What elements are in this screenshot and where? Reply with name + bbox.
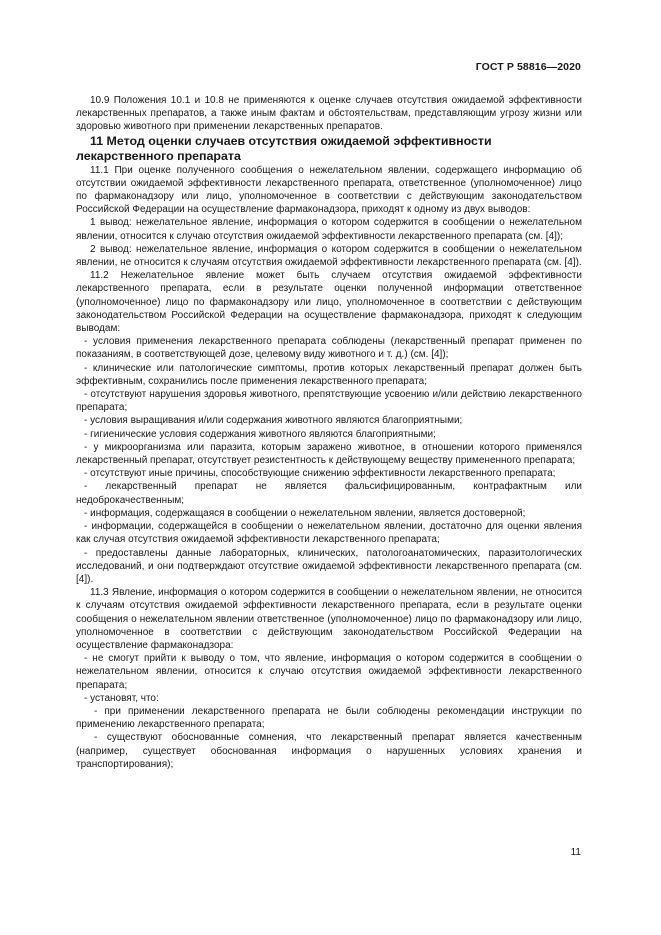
list-item: - гигиенические условия содержания животного являются благоприятными; xyxy=(84,428,436,440)
list-item: - отсутствуют иные причины, способствующие снижению эффективности лекарственного препарата; xyxy=(84,468,556,480)
document-header: ГОСТ Р 58816—2020 xyxy=(475,61,581,73)
sublist-item: - существуют обоснованные сомнения, что лекарственный препарат является качественным (например, существует обоснованная информация о нарушенных условиях хранения и транспортирования); xyxy=(76,732,582,770)
list-item: - информации, содержащейся в сообщении о нежелательном явлении, достаточно для оценки явления как случая отсутствия ожидаемой эффективности лекарственного препарата; xyxy=(76,521,582,546)
list-item: - у микроорганизма или паразита, которым заражено животное, в отношении которого применялся лекарственный препарат, отсутствует резистентность к действующему веществу примененного препарата; xyxy=(76,441,582,467)
conclusion-1: 1 вывод: нежелательное явление, информация о котором содержится в сообщении о нежелательном явлении, относится к случаю отсутствия ожидаемой эффективности лекарственного препарата (см. [4]); xyxy=(76,217,582,242)
list-item: - предоставлены данные лабораторных, клинических, патологоанатомических, паразитологических исследований, и они подтверждают отсутствие ожидаемой эффективности лекарственного препарата (см. [4]). xyxy=(76,547,582,585)
list-item: - информация, содержащаяся в сообщении о нежелательном явлении, является достоверной; xyxy=(84,507,526,519)
list-item: - клинические или патологические симптомы, против которых лекарственный препарат должен быть эффективным, сохранились после применения лекарственного препарата; xyxy=(76,362,582,387)
paragraph-10-9: 10.9 Положения 10.1 и 10.8 не применяются к оценке случаев отсутствия ожидаемой эффективности лекарственных препаратов, а также иным фактам и обстоятельствам, представляющим угрозу жизни или здоровью животного при применении лекарственных препаратов. xyxy=(76,95,582,133)
list-item: - установят, что: xyxy=(84,692,159,704)
list-item: - условия применения лекарственного препарата соблюдены (лекарственный препарат применен по показаниям, в соответствующей дозе, целевому виду животного и т. д.) (см. [4]); xyxy=(76,336,582,361)
paragraph-11-3: 11.3 Явление, информация о котором содержится в сообщении о нежелательном явлении, не относится к случаям отсутствия ожидаемой эффективности лекарственного препарата, если в результате оценки сообщения о нежелательном явлении ответственное (уполномоченное) лицо по фармаконадзору или лицо, уполномоченное в соответствии с действующим законодательством Российской Федерации на осуществление фармаконадзора: xyxy=(76,587,582,651)
paragraph-11-2: 11.2 Нежелательное явление может быть случаем отсутствия ожидаемой эффективности лекарственного препарата, если в результате оценки полученной информации ответственное (уполномоченное) лицо по фармаконадзору или лицо, уполномоченное в соответствии с действующим законодательством Российской Федерации на осуществление фармаконадзора, приходят к следующим выводам: xyxy=(76,270,582,335)
list-item: - отсутствуют нарушения здоровья животного, препятствующие усвоению и/или действию лекарственного препарата; xyxy=(76,389,582,414)
paragraph-11-1: 11.1 При оценке полученного сообщения о нежелательном явлении, содержащего информацию об отсутствии ожидаемой эффективности лекарственного препарата, ответственное (уполномоченное) лицо по фармаконадзору или лицо, уполномоченное в соответствии с действующим законодательством Российской Федерации на осуществление фармаконадзора, приходят к одному из двух выводов: xyxy=(76,164,582,216)
list-item: - не смогут прийти к выводу о том, что явление, информация о котором содержится в сообщении о нежелательном явлении, относится к случаю отсутствия ожидаемой эффективности лекарственного препарата; xyxy=(76,653,582,691)
sublist-item: - при применении лекарственного препарата не были соблюдены рекомендации инструкции по применению лекарственного препарата; xyxy=(76,705,582,731)
conclusion-2: 2 вывод: нежелательное явление, информация о котором содержится в сообщении о нежелательном явлении, не относится к случаям отсутствия ожидаемой эффективности лекарственного препарата (см. [4]). xyxy=(76,243,582,269)
list-item: - условия выращивания и/или содержания животного являются благоприятными; xyxy=(84,415,463,427)
document-body xyxy=(76,94,582,771)
section-title: 11 Метод оценки случаев отсутствия ожидаемой эффективности лекарственного препарата xyxy=(76,133,492,163)
page-number: 11 xyxy=(570,847,581,858)
list-item: - лекарственный препарат не является фальсифицированным, контрафактным или недоброкачественным; xyxy=(76,481,582,506)
